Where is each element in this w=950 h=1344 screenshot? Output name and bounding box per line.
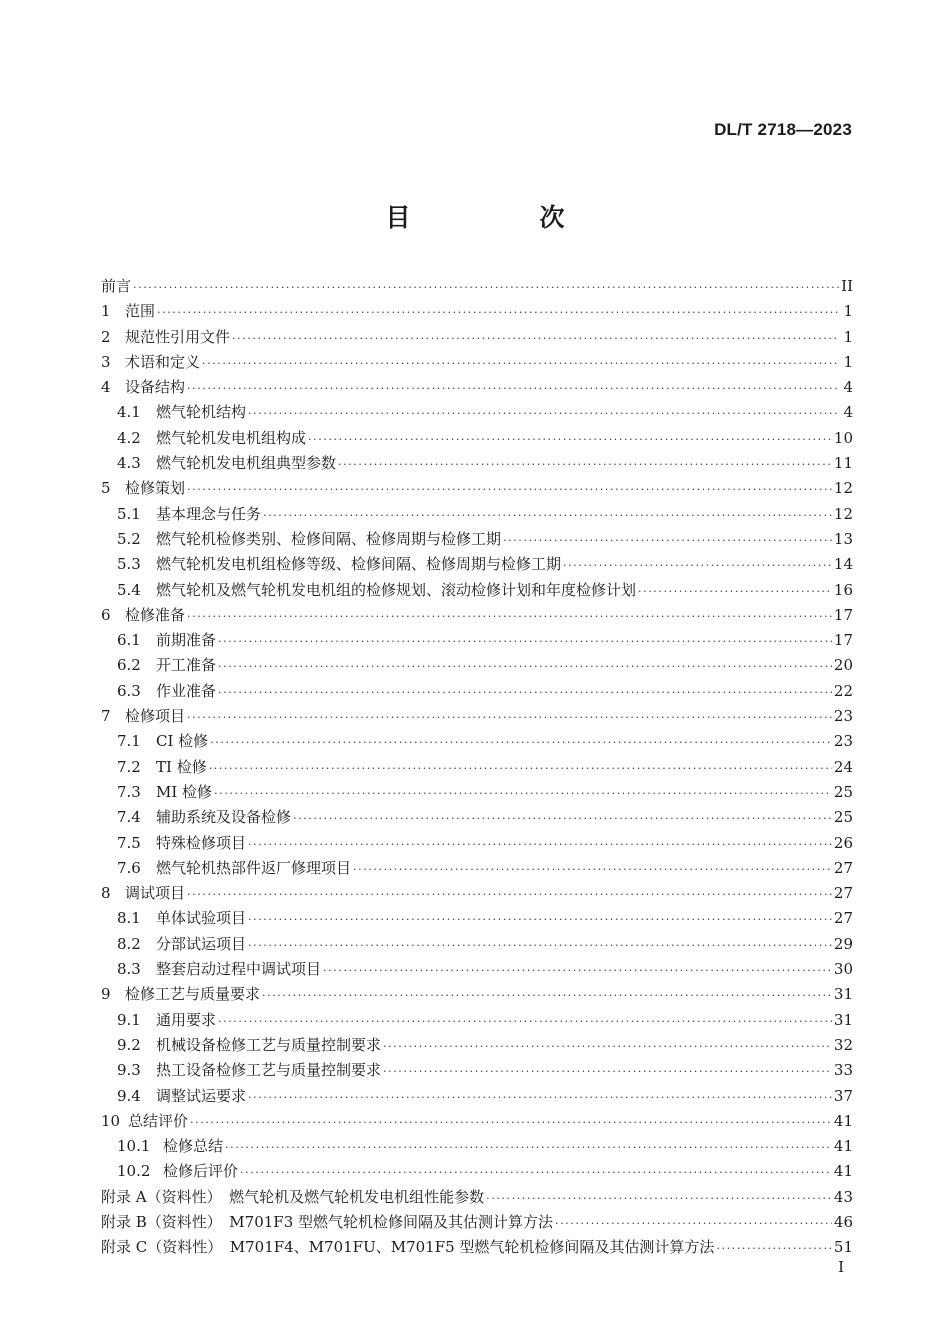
dot-leader bbox=[232, 326, 839, 351]
toc-entry-7-4[interactable] bbox=[101, 805, 853, 830]
toc-entry-page: 26 bbox=[833, 833, 853, 852]
dot-leader bbox=[503, 528, 832, 553]
toc-entry-label: 特殊检修项目 bbox=[156, 833, 247, 852]
toc-entry-page: 41 bbox=[833, 1137, 853, 1156]
dot-leader bbox=[190, 1110, 832, 1135]
toc-entry-label: 通用要求 bbox=[156, 1010, 217, 1029]
toc-entry-label: 调试项目 bbox=[125, 884, 186, 903]
toc-entry-number: 9.3 bbox=[117, 1061, 141, 1080]
toc-entry-foreword[interactable] bbox=[101, 274, 853, 299]
dot-leader bbox=[187, 882, 832, 907]
toc-entry-appendix-c[interactable] bbox=[101, 1235, 853, 1260]
toc-entry-7-1[interactable] bbox=[101, 729, 853, 754]
toc-entry-label: 前期准备 bbox=[156, 631, 217, 650]
toc-entry-page: 4 bbox=[843, 378, 853, 397]
toc-entry-7-5[interactable] bbox=[101, 831, 853, 856]
dot-leader bbox=[133, 275, 839, 300]
toc-entry-5-4[interactable] bbox=[101, 578, 853, 603]
toc-entry-page: 41 bbox=[833, 1111, 853, 1130]
toc-entry-number: 5.3 bbox=[117, 555, 141, 574]
toc-entry-number: 4.3 bbox=[117, 454, 141, 473]
page-title: 目 次 bbox=[385, 203, 617, 232]
toc-entry-page: 14 bbox=[833, 555, 853, 574]
toc-entry-number: 8.2 bbox=[117, 934, 141, 953]
toc-entry-number: 10.2 bbox=[117, 1162, 151, 1181]
toc-entry-page: 29 bbox=[833, 934, 853, 953]
toc-entry-page: 12 bbox=[833, 479, 853, 498]
toc-entry-label: 设备结构 bbox=[125, 378, 186, 397]
toc-entry-number: 5.2 bbox=[117, 529, 141, 548]
toc-entry-4-2[interactable] bbox=[101, 426, 853, 451]
toc-entry-page: 13 bbox=[833, 529, 853, 548]
toc-entry-6-2[interactable] bbox=[101, 653, 853, 678]
toc-entry-6-3[interactable] bbox=[101, 679, 853, 704]
toc-entry-label: 检修工艺与质量要求 bbox=[125, 985, 261, 1004]
dot-leader bbox=[248, 401, 839, 426]
toc-entry-label: 附录 A（资料性） 燃气轮机及燃气轮机发电机组性能参数 bbox=[101, 1187, 485, 1206]
toc-entry-number: 4 bbox=[101, 378, 111, 397]
toc-entry-page: 27 bbox=[833, 909, 853, 928]
toc-entry-page: 25 bbox=[833, 808, 853, 827]
dot-leader bbox=[225, 1135, 832, 1160]
toc-entry-8-3[interactable] bbox=[101, 957, 853, 982]
toc-entry-page: 25 bbox=[833, 782, 853, 801]
toc-entry-page: 27 bbox=[833, 884, 853, 903]
dot-leader bbox=[218, 629, 832, 654]
toc-entry-number: 8.1 bbox=[117, 909, 141, 928]
toc-entry-number: 10 bbox=[101, 1111, 121, 1130]
toc-entry-7[interactable] bbox=[101, 704, 853, 729]
dot-leader bbox=[248, 1085, 832, 1110]
toc-entry-number: 4.1 bbox=[117, 403, 141, 422]
table-of-contents bbox=[101, 274, 853, 1261]
dot-leader bbox=[157, 300, 839, 325]
toc-entry-5-2[interactable] bbox=[101, 527, 853, 552]
toc-entry-label: 附录 C（资料性） M701F4、M701FU、M701F5 型燃气轮机检修间隔及其估测计算方法 bbox=[101, 1238, 715, 1257]
toc-entry-page: 23 bbox=[833, 707, 853, 726]
dot-leader bbox=[323, 958, 832, 983]
toc-entry-7-3[interactable] bbox=[101, 780, 853, 805]
toc-entry-number: 7.5 bbox=[117, 833, 141, 852]
toc-entry-number: 7.1 bbox=[117, 732, 141, 751]
toc-entry-number: 8.3 bbox=[117, 960, 141, 979]
toc-entry-number: 1 bbox=[101, 302, 111, 321]
toc-entry-label: 燃气轮机发电机组检修等级、检修间隔、检修周期与检修工期 bbox=[156, 555, 562, 574]
dot-leader bbox=[187, 376, 839, 401]
toc-entry-number: 10.1 bbox=[117, 1137, 151, 1156]
toc-entry-page: 32 bbox=[833, 1035, 853, 1054]
toc-entry-label: 热工设备检修工艺与质量控制要求 bbox=[156, 1061, 382, 1080]
toc-entry-number: 3 bbox=[101, 352, 111, 371]
toc-entry-5-1[interactable] bbox=[101, 502, 853, 527]
toc-entry-number: 9.1 bbox=[117, 1010, 141, 1029]
toc-entry-9[interactable] bbox=[101, 982, 853, 1007]
toc-entry-label: 检修策划 bbox=[125, 479, 186, 498]
toc-entry-number: 2 bbox=[101, 327, 111, 346]
toc-entry-8-2[interactable] bbox=[101, 932, 853, 957]
toc-entry-number: 6 bbox=[101, 605, 111, 624]
toc-entry-9-3[interactable] bbox=[101, 1058, 853, 1083]
toc-entry-page: 1 bbox=[843, 302, 853, 321]
toc-entry-page: 23 bbox=[833, 732, 853, 751]
toc-entry-page: 51 bbox=[833, 1238, 853, 1257]
toc-entry-appendix-a[interactable] bbox=[101, 1185, 853, 1210]
dot-leader bbox=[210, 730, 832, 755]
toc-entry-page: 17 bbox=[833, 631, 853, 650]
dot-leader bbox=[248, 933, 832, 958]
toc-entry-number: 6.1 bbox=[117, 631, 141, 650]
toc-entry-page: 4 bbox=[843, 403, 853, 422]
dot-leader bbox=[383, 1034, 832, 1059]
toc-entry-page: 11 bbox=[833, 454, 853, 473]
toc-entry-4-3[interactable] bbox=[101, 451, 853, 476]
toc-entry-label: 燃气轮机检修类别、检修间隔、检修周期与检修工期 bbox=[156, 529, 502, 548]
toc-entry-label: 燃气轮机热部件返厂修理项目 bbox=[156, 858, 352, 877]
dot-leader bbox=[486, 1186, 832, 1211]
dot-leader bbox=[248, 907, 832, 932]
toc-entry-label: 开工准备 bbox=[156, 656, 217, 675]
toc-entry-label: 检修后评价 bbox=[163, 1162, 239, 1181]
toc-entry-page: 31 bbox=[833, 985, 853, 1004]
toc-entry-label: TI 检修 bbox=[156, 757, 207, 776]
toc-entry-number: 8 bbox=[101, 884, 111, 903]
toc-entry-page: 37 bbox=[833, 1086, 853, 1105]
toc-entry-page: 17 bbox=[833, 605, 853, 624]
toc-entry-label: 规范性引用文件 bbox=[125, 327, 231, 346]
toc-entry-appendix-b[interactable] bbox=[101, 1210, 853, 1235]
toc-entry-label: 机械设备检修工艺与质量控制要求 bbox=[156, 1035, 382, 1054]
toc-entry-number: 9.2 bbox=[117, 1035, 141, 1054]
toc-entry-6[interactable] bbox=[101, 603, 853, 628]
toc-entry-number: 7.3 bbox=[117, 782, 141, 801]
toc-entry-label: 整套启动过程中调试项目 bbox=[156, 960, 322, 979]
toc-entry-8-1[interactable] bbox=[101, 906, 853, 931]
toc-entry-label: 范围 bbox=[125, 302, 156, 321]
toc-entry-label: 燃气轮机及燃气轮机发电机组的检修规划、滚动检修计划和年度检修计划 bbox=[156, 580, 637, 599]
toc-entry-label: 分部试运项目 bbox=[156, 934, 247, 953]
toc-entry-label: 术语和定义 bbox=[125, 352, 201, 371]
toc-entry-10-2[interactable] bbox=[101, 1159, 853, 1184]
toc-entry-label: 作业准备 bbox=[156, 681, 217, 700]
toc-entry-page: 27 bbox=[833, 858, 853, 877]
toc-entry-label: 燃气轮机结构 bbox=[156, 403, 247, 422]
toc-entry-label: 检修准备 bbox=[125, 605, 186, 624]
toc-entry-label: 辅助系统及设备检修 bbox=[156, 808, 292, 827]
toc-entry-number: 9 bbox=[101, 985, 111, 1004]
page-number: I bbox=[838, 1258, 844, 1276]
dot-leader bbox=[209, 756, 832, 781]
toc-entry-number: 4.2 bbox=[117, 428, 141, 447]
dot-leader bbox=[383, 1059, 832, 1084]
dot-leader bbox=[353, 857, 832, 882]
toc-entry-10-1[interactable] bbox=[101, 1134, 853, 1159]
toc-entry-label: 附录 B（资料性） M701F3 型燃气轮机检修间隔及其估测计算方法 bbox=[101, 1212, 554, 1231]
dot-leader bbox=[563, 553, 832, 578]
dot-leader bbox=[202, 351, 839, 376]
toc-entry-number: 7 bbox=[101, 707, 111, 726]
toc-entry-2[interactable] bbox=[101, 325, 853, 350]
toc-entry-7-2[interactable] bbox=[101, 755, 853, 780]
toc-entry-page: 12 bbox=[833, 504, 853, 523]
toc-entry-number: 6.2 bbox=[117, 656, 141, 675]
toc-entry-9-1[interactable] bbox=[101, 1008, 853, 1033]
toc-entry-label: 单体试验项目 bbox=[156, 909, 247, 928]
toc-entry-number: 7.6 bbox=[117, 858, 141, 877]
dot-leader bbox=[555, 1211, 832, 1236]
toc-entry-label: MI 检修 bbox=[156, 782, 213, 801]
toc-entry-4-1[interactable] bbox=[101, 400, 853, 425]
toc-entry-page: 46 bbox=[833, 1212, 853, 1231]
toc-entry-page: 20 bbox=[833, 656, 853, 675]
toc-entry-label: 调整试运要求 bbox=[156, 1086, 247, 1105]
toc-entry-label: 燃气轮机发电机组构成 bbox=[156, 428, 307, 447]
toc-entry-page: 31 bbox=[833, 1010, 853, 1029]
toc-entry-number: 6.3 bbox=[117, 681, 141, 700]
dot-leader bbox=[218, 654, 832, 679]
toc-entry-5-3[interactable] bbox=[101, 552, 853, 577]
toc-entry-page: 43 bbox=[833, 1187, 853, 1206]
dot-leader bbox=[187, 604, 832, 629]
dot-leader bbox=[262, 983, 832, 1008]
dot-leader bbox=[248, 832, 832, 857]
document-code: DL/T 2718—2023 bbox=[714, 120, 852, 139]
toc-entry-1[interactable] bbox=[101, 299, 853, 324]
toc-entry-page: 16 bbox=[833, 580, 853, 599]
toc-entry-label: 总结评价 bbox=[128, 1111, 189, 1130]
toc-entry-label: 燃气轮机发电机组典型参数 bbox=[156, 454, 337, 473]
toc-entry-6-1[interactable] bbox=[101, 628, 853, 653]
toc-entry-label: CI 检修 bbox=[156, 732, 209, 751]
toc-entry-label: 基本理念与任务 bbox=[156, 504, 262, 523]
dot-leader bbox=[338, 452, 832, 477]
toc-entry-number: 7.2 bbox=[117, 757, 141, 776]
dot-leader bbox=[638, 579, 832, 604]
dot-leader bbox=[240, 1160, 832, 1185]
toc-entry-page: 10 bbox=[833, 428, 853, 447]
toc-entry-number: 5 bbox=[101, 479, 111, 498]
dot-leader bbox=[218, 680, 832, 705]
toc-entry-page: 33 bbox=[833, 1061, 853, 1080]
toc-entry-3[interactable] bbox=[101, 350, 853, 375]
toc-entry-9-4[interactable] bbox=[101, 1084, 853, 1109]
toc-entry-label: 前言 bbox=[101, 277, 132, 295]
toc-entry-page: 24 bbox=[833, 757, 853, 776]
toc-entry-number: 7.4 bbox=[117, 808, 141, 827]
toc-entry-4[interactable] bbox=[101, 375, 853, 400]
toc-entry-page: 1 bbox=[843, 352, 853, 371]
toc-entry-number: 5.1 bbox=[117, 504, 141, 523]
toc-entry-8[interactable] bbox=[101, 881, 853, 906]
toc-entry-label: 检修总结 bbox=[163, 1137, 224, 1156]
toc-entry-page: 1 bbox=[843, 327, 853, 346]
toc-entry-number: 9.4 bbox=[117, 1086, 141, 1105]
toc-entry-5[interactable] bbox=[101, 476, 853, 501]
dot-leader bbox=[214, 781, 832, 806]
toc-entry-page: 30 bbox=[833, 960, 853, 979]
dot-leader bbox=[293, 806, 832, 831]
toc-entry-10[interactable] bbox=[101, 1109, 853, 1134]
toc-entry-7-6[interactable] bbox=[101, 856, 853, 881]
toc-entry-page: II bbox=[841, 277, 853, 295]
dot-leader bbox=[716, 1236, 831, 1261]
toc-entry-number: 5.4 bbox=[117, 580, 141, 599]
dot-leader bbox=[187, 705, 832, 730]
dot-leader bbox=[187, 477, 832, 502]
toc-entry-page: 41 bbox=[833, 1162, 853, 1181]
toc-entry-9-2[interactable] bbox=[101, 1033, 853, 1058]
toc-entry-page: 22 bbox=[833, 681, 853, 700]
dot-leader bbox=[308, 427, 832, 452]
dot-leader bbox=[263, 503, 832, 528]
toc-entry-label: 检修项目 bbox=[125, 707, 186, 726]
dot-leader bbox=[218, 1009, 832, 1034]
